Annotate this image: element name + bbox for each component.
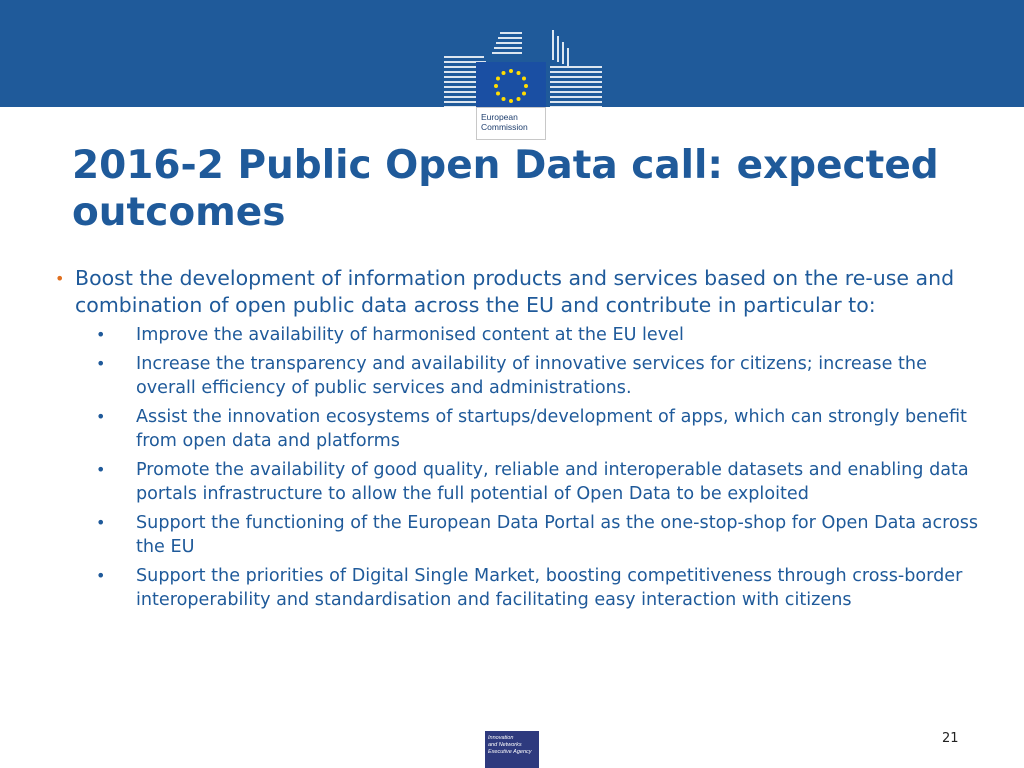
- sub-bullet-list: [55, 323, 985, 612]
- european-commission-wordmark: [476, 107, 546, 140]
- list-item-text: Increase the transparency and availability of innovative services for citizens; increase the overall efficiency of public services and administrations.: [136, 354, 927, 398]
- main-bullet-text: Boost the development of information products and services based on the re-use and combination of open public data across the EU and contribute in particular to:: [75, 266, 955, 317]
- agency-line-1: Innovation: [488, 735, 514, 741]
- inea-logo: [485, 731, 539, 768]
- page-number: 21: [942, 731, 959, 746]
- list-item-text: Support the functioning of the European Data Portal as the one-stop-shop for Open Data across the EU: [136, 513, 979, 557]
- list-item-text: Support the priorities of Digital Single Market, boosting competitiveness through cross-border interoperability and standardisation and facilitating easy interaction with citizens: [136, 566, 963, 610]
- agency-line-3: Executive Agency: [488, 749, 532, 755]
- list-item: [55, 564, 985, 612]
- bullet-icon: •: [55, 269, 65, 288]
- bullet-icon: •: [96, 354, 106, 373]
- bullet-icon: •: [96, 566, 106, 585]
- main-bullet: [55, 265, 985, 319]
- agency-line-2: and Networks: [488, 742, 522, 748]
- list-item: [55, 352, 985, 400]
- bullet-icon: •: [96, 513, 106, 532]
- berlaymont-building-right: [550, 30, 602, 108]
- list-item: [55, 323, 985, 347]
- logo-line-1: European: [481, 112, 518, 122]
- list-item-text: Promote the availability of good quality, reliable and interoperable datasets and enabling data portals infrastructure to allow the full potential of Open Data to be exploited: [136, 460, 969, 504]
- list-item: [55, 458, 985, 506]
- bullet-icon: •: [96, 460, 106, 479]
- list-item-text: Assist the innovation ecosystems of startups/development of apps, which can strongly benefit from open data and platforms: [136, 407, 967, 451]
- slide-body: [55, 265, 985, 617]
- list-item: [55, 511, 985, 559]
- logo-line-2: Commission: [481, 122, 528, 132]
- bullet-icon: •: [96, 325, 106, 344]
- list-item-text: Improve the availability of harmonised content at the EU level: [136, 325, 684, 345]
- slide-title: 2016-2 Public Open Data call: expected outcomes: [72, 143, 939, 235]
- list-item: [55, 405, 985, 453]
- bullet-icon: •: [96, 407, 106, 426]
